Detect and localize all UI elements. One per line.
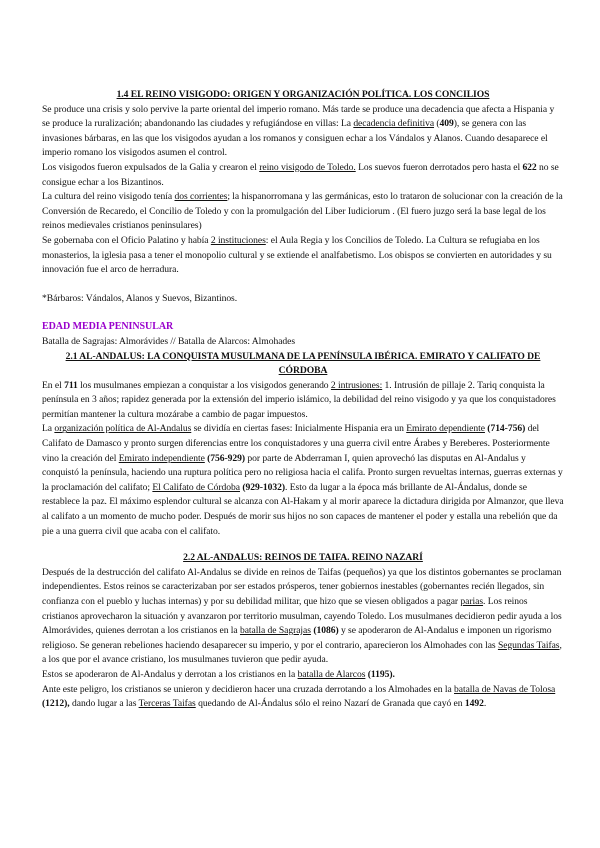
section-title-al-andalus-conquista: 2.1 AL-ANDALUS: LA CONQUISTA MUSULMANA DE LA PENÍNSULA IBÉRICA. EMIRATO Y CALIFATO DE CÓRDOBA [65, 350, 541, 377]
paragraph-cultura: La cultura del reino visigodo tenía dos corrientes; la hispanorromana y las germánicas, esto lo trataron de solucionar con la creación de la Conversión de Recaredo, el Concilio de Toledo y con la promulgación del Liber Iudiciorum . (El fuero juzgo será la base legal de los reinos medievales cristianos peninsulares) [42, 191, 563, 232]
subheading-batallas: Batalla de Sagrajas: Almorávides // Batalla de Alarcos: Almohades [42, 335, 296, 347]
paragraph-organizacion: La organización política de Al-Andalus se dividía en ciertas fases: Inicialmente Hispania era un Emirato dependiente (714-756) del Califato de Damasco y pronto surgen diferencias entre los conquistadores y una guerra civil entre Árabes y Bereberes. Posteriormente vino la creación del Emirato independiente (756-929) por parte de Abderraman I, quien aprovechó las disputas en Al-Andalus y conquistó la península, haciendo una ruptura política pero no religiosa hacia el califa. Pronto surgen revueltas internas, guerras externas y la proclamación del califato; El Califato de Córdoba (929-1032). Esto da lugar a la época más brillante de Al-Ándalus, donde se restablece la paz. El máximo esplendor cultural se alcanza con Al-Hakam y al morir aparece la dictadura dirigida por Almanzor, que lleva al califato a un momento de mucho poder. Después de morir sus hijos no son capaces de mantener el poder y estalla una rebelión que da pie a una guerra civil que acaba con el califato. [42, 423, 564, 537]
paragraph-toledo: Los visigodos fueron expulsados de la Galia y crearon el reino visigodo de Toledo. Los suevos fueron derrotados pero hasta el 622 no se consigue echar a los Bizantinos. [42, 161, 559, 188]
paragraph-alarcos: Estos se apoderaron de Al-Andalus y derrotan a los cristianos en la batalla de Alarcos (1195). [42, 668, 395, 680]
paragraph-crisis: Se produce una crisis y solo pervive la parte oriental del imperio romano. Más tarde se produce una decadencia que afecta a Hispania y se produce la ruralización; abandonando las ciudades y refugiándose en villas: La decadencia definitiva (409), se genera con las invasiones bárbaras, en las que los visigodos ayudan a los romanos y consiguen echar a los Vándalos y Alanos. Cuando desaparece el imperio romano los visigodos asumen el control. [42, 103, 555, 159]
section-title-reino-visigodo: 1.4 EL REINO VISIGODO: ORIGEN Y ORGANIZACIÓN POLÍTICA. LOS CONCILIOS [116, 89, 490, 100]
paragraph-711: En el 711 los musulmanes empiezan a conquistar a los visigodos generando 2 intrusiones: 1. Intrusión de pillaje 2. Tariq conquista la península en 3 años; rapidez generada por la extensión del imperio islámico, la debilidad del reino visigodo y ya que los conquistadores permitían mantener la cultura mozárabe a cambio de pagar impuestos. [42, 379, 556, 420]
paragraph-taifas: Después de la destrucción del califato Al-Andalus se divide en reinos de Taifas (pequeños) ya que los distintos gobernantes se proclaman independientes. Estos reinos se caracterizaban por ser estados prósperos, tener gobiernos inestables (gobernantes recién llegados, sin confianza con el pueblo y luchas internas) y por su debilidad militar, que hizo que se viesen obligados a pagar parias. Los reinos cristianos aprovecharon la situación y avanzaron por territorio musulman, cayendo Toledo. Los musulmanes decidieron pedir ayuda a los Almorávides, quienes derrotan a los cristianos en la batalla de Sagrajas (1086) y se apoderaron de Al-Andalus e imponen un rigorismo religioso. Se generan rebeliones haciendo desaparecer su imperio, y por el contrario, aparecieron los Almohades con las Segundas Taifas, a los que por el avance cristiano, los musulmanes tuvieron que pedir ayuda. [42, 566, 562, 666]
document-page [42, 88, 564, 712]
paragraph-navas-tolosa: Ante este peligro, los cristianos se unieron y decidieron hacer una cruzada derrotando a los Almohades en la batalla de Navas de Tolosa (1212), dando lugar a las Terceras Taifas quedando de Al-Ándalus sólo el reino Nazarí de Granada que cayó en 1492. [42, 683, 556, 710]
note-barbaros: *Bárbaros: Vándalos, Alanos y Suevos, Bizantinos. [42, 292, 238, 304]
paragraph-gobierno: Se gobernaba con el Oficio Palatino y había 2 instituciones: el Aula Regia y los Concilios de Toledo. La Cultura se refugiaba en los monasterios, la iglesia pasa a tener el monopolio cultural y se extiende el analfabetismo. Los obispos se convierten en autoridades y su innovación fue el arco de herradura. [42, 234, 552, 276]
section-heading-edad-media: EDAD MEDIA PENINSULAR [42, 321, 174, 333]
section-title-reinos-taifa: 2.2 AL-ANDALUS: REINOS DE TAIFA. REINO NAZARÍ [183, 552, 423, 564]
